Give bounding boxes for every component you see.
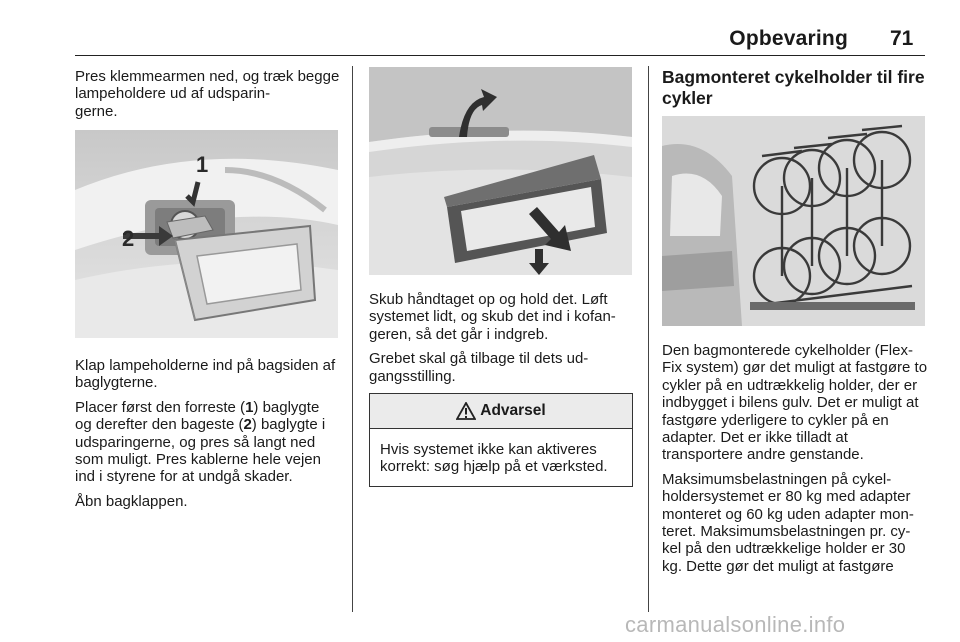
column-3-heading [662,67,927,115]
warning-title: Advarsel [480,402,546,419]
placement-text-c: ) baglygte i udsparingerne, og pres så langt ned som muligt. Pres kablerne hele vejen ind i styrene for at undgå skader. [75,416,326,486]
paragraph-max-load: Maksimumsbelastningen på cykel- holdersystemet er 80 kg med adapter monteret og 60 kg uden adapter mon- teret. Maksimumsbelastningen pr. cy- kel på den udtrækkelige holder er 30 kg. Dette gør det muligt at fastgøre [662,470,914,575]
paragraph-placement [75,399,340,486]
column-1 [75,68,340,127]
callout-2: 2 [122,226,135,251]
placement-ref-2: 2 [243,416,252,434]
bumper-push-illustration [369,67,632,275]
paragraph-handle-return: Grebet skal gå tilbage til dets ud- gangsstilling. [369,350,589,385]
header-rule [75,55,925,56]
section-title: Opbevaring [729,27,848,50]
warning-triangle-icon [456,402,476,420]
column-divider-right [648,66,649,612]
placement-text-a: Placer først den forreste ( [75,398,246,416]
figure-bumper-push [369,67,632,275]
column-3-text [662,342,928,582]
page-number: 71 [890,27,914,50]
column-1-text [75,357,340,517]
column-2-text [369,291,634,392]
paragraph-carrier-description: Den bagmonterede cykelholder (Flex-Fix system) gør det muligt at fastgøre to cykler på en udtrækkelig holder, der er indbygget i bilens gulv. Det er muligt at fastgøre yderligere to cykler på en adapter. Det er ikke tilladt at transportere andre genstande. [662,342,928,464]
intro-paragraph: Pres klemmearmen ned, og træk begge lampeholdere ud af udsparin- gerne. [75,68,340,120]
warning-text: Hvis systemet ikke kan aktiveres korrekt: søg hjælp på et værksted. [380,441,608,476]
placement-text-b: ) baglygte og derefter den bageste ( [75,398,320,434]
warning-box [369,393,633,487]
paragraph-fold-in: Klap lampeholderne ind på bagsiden af baglygterne. [75,357,336,392]
warning-header [370,394,632,429]
bike-carrier-illustration [662,116,925,326]
lamp-holders-illustration [75,130,338,338]
section-heading: Bagmonteret cykelholder til fire cykler [662,67,925,108]
callout-1: 1 [196,152,209,177]
watermark: carmanualsonline.info [625,612,846,637]
column-divider-left [352,66,353,612]
paragraph-open-tailgate: Åbn bagklappen. [75,492,188,510]
figure-bike-carrier [662,116,925,326]
figure-lamp-holders [75,130,338,338]
paragraph-push-handle: Skub håndtaget op og hold det. Løft systemet lidt, og skub det ind i kofan- geren, så det går i indgreb. [369,291,616,343]
placement-ref-1: 1 [245,398,254,416]
